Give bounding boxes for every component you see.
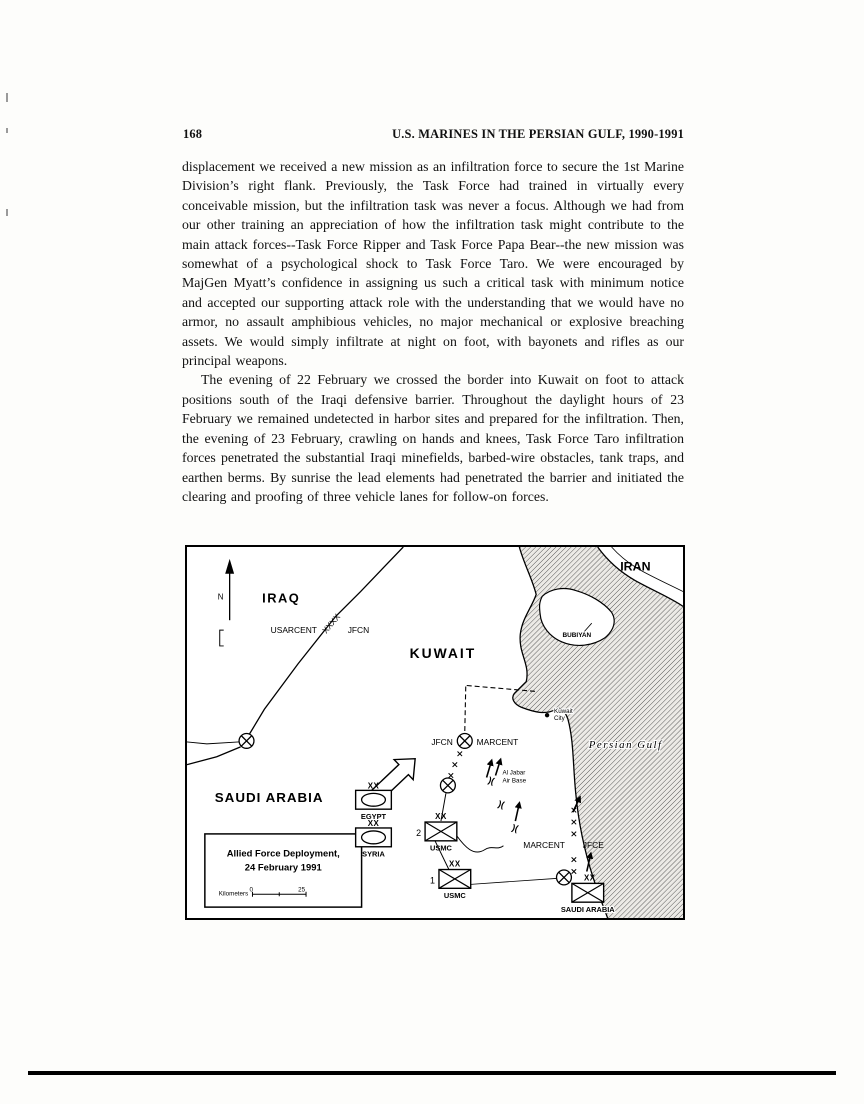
svg-text:2: 2 xyxy=(416,827,422,838)
label-kuwait-city: City xyxy=(554,715,565,723)
unit-usmc-1 xyxy=(430,860,471,901)
label-iraq: IRAQ xyxy=(262,590,301,606)
deployment-map-figure xyxy=(185,545,685,920)
map-canvas xyxy=(187,547,683,918)
north-arrowhead-icon xyxy=(225,559,234,574)
scan-artifact xyxy=(6,209,8,216)
crossed-circle-symbol xyxy=(557,870,572,885)
label-usarcent: USARCENT xyxy=(270,625,317,636)
label-jfcn-north: JFCN xyxy=(347,625,370,636)
crossed-circle-symbol xyxy=(457,733,472,748)
svg-text:1: 1 xyxy=(430,875,435,886)
north-label: N xyxy=(217,592,224,602)
label-saudi-arabia: SAUDI ARABIA xyxy=(214,790,324,806)
svg-text:SYRIA: SYRIA xyxy=(362,849,385,859)
label-kuwait-city: Kuwait xyxy=(554,708,573,716)
label-marcent-east: MARCENT xyxy=(523,839,565,850)
label-persian-gulf: Persian Gulf xyxy=(588,738,663,751)
label-al-jabar: Al Jabar xyxy=(502,769,526,777)
svg-text:XX: XX xyxy=(367,819,380,828)
breach-symbol: )( xyxy=(496,798,506,810)
boundary-xxxx: XXXX xyxy=(319,611,343,636)
svg-text:SAUDI ARABIA: SAUDI ARABIA xyxy=(560,905,615,915)
breach-symbol: )( xyxy=(510,822,520,834)
legend-scale-start: 0 xyxy=(249,886,253,894)
svg-text:XX: XX xyxy=(367,781,380,791)
map-legend xyxy=(205,834,362,907)
legend-scale-end: 25 xyxy=(298,886,306,894)
svg-text:EGYPT: EGYPT xyxy=(360,812,387,822)
svg-text:USMC: USMC xyxy=(430,843,452,853)
label-jfcn-center: JFCN xyxy=(431,736,453,747)
legend-title-line1: Allied Force Deployment, xyxy=(226,847,340,859)
label-marcent-center: MARCENT xyxy=(476,736,519,747)
breach-symbol: )( xyxy=(486,774,496,787)
label-jfce: JFCE xyxy=(582,839,604,850)
bottom-rule xyxy=(28,1071,836,1075)
label-kuwait: KUWAIT xyxy=(409,644,477,661)
label-bubiyan: BUBIYAN xyxy=(562,632,592,640)
unit-usmc-2 xyxy=(416,812,457,853)
scan-artifact xyxy=(6,93,8,102)
svg-text:XX: XX xyxy=(449,859,461,869)
svg-text:XX: XX xyxy=(435,812,447,822)
page-number: 168 xyxy=(183,127,203,141)
crossed-circle-symbol xyxy=(239,733,254,748)
paragraph-1: displacement we received a new mission as an infiltration force to secure the 1st Marine Division’s right flank. Previously, the Task Force had trained in virtually every conceivable mission, but the infiltration task was never a focus. Although we had from our other training an appreciation of how the infiltration task might contribute to the main attack forces--Task Force Ripper and Task Force Papa Bear--the new mission was somewhat of a psychological shock to Task Force Taro. We were encouraged by MajGen Myatt’s confidence in assigning us such a critical task with minimum notice and accepted our supporting attack role with the understanding that we would have no armor, no assault amphibious vehicles, no major mechanical or explosive breaching assets. We would simply infiltrate at night on foot, with bayonets and rifles as our principal weapons. xyxy=(182,159,684,369)
running-title: U.S. MARINES IN THE PERSIAN GULF, 1990-1991 xyxy=(392,127,684,141)
paragraph-2: The evening of 22 February we crossed the border into Kuwait on foot to attack positions south of the Iraqi defensive barrier. Throughout the daylight hours of 23 February we remained undetected in harbor sites and prepared for the infiltration. Then, the evening of 23 February, crawling on hands and knees, Task Force Taro infiltration forces penetrated the substantial Iraqi minefields, barbed-wire obstacles, tank traps, and earthen berms. By sunrise the lead elements had penetrated the barrier and initiated the clearing and proofing of three vehicle lanes for follow-on forces. xyxy=(182,372,684,504)
scan-artifact xyxy=(6,128,8,133)
label-iran: IRAN xyxy=(620,559,651,574)
kuwait-city-marker xyxy=(545,713,549,717)
svg-text:XX: XX xyxy=(583,873,596,883)
legend-title-line2: 24 February 1991 xyxy=(244,861,322,873)
legend-scale-label: Kilometers xyxy=(218,890,249,898)
north-arrow xyxy=(218,559,234,646)
crossed-circle-symbol xyxy=(440,778,455,793)
svg-text:USMC: USMC xyxy=(443,891,466,901)
body-text xyxy=(182,157,684,506)
running-head xyxy=(183,127,684,142)
label-al-jabar: Air Base xyxy=(502,777,527,785)
